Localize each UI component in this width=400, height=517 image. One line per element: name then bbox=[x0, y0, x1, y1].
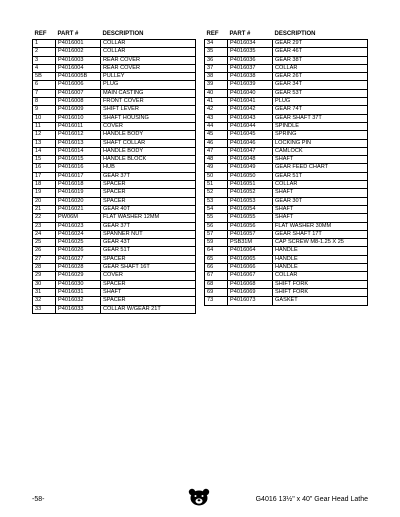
description-cell: GEAR 34T bbox=[273, 81, 368, 89]
description-cell: SHAFT COLLAR bbox=[101, 139, 196, 147]
part-number-cell: P4016029 bbox=[56, 272, 101, 280]
table-row bbox=[33, 81, 196, 89]
ref-cell: 69 bbox=[205, 288, 228, 296]
description-cell: HANDLE BODY bbox=[101, 147, 196, 155]
description-cell: SPANNER NUT bbox=[101, 230, 196, 238]
ref-cell: 17 bbox=[33, 172, 56, 180]
ref-cell: 64 bbox=[205, 247, 228, 255]
ref-cell: 8 bbox=[33, 98, 56, 106]
ref-cell: 28 bbox=[33, 264, 56, 272]
description-cell: COLLAR W/GEAR 21T bbox=[101, 305, 196, 313]
ref-cell: 3 bbox=[33, 56, 56, 64]
ref-cell: 12 bbox=[33, 131, 56, 139]
table-row bbox=[205, 181, 368, 189]
description-cell: HANDLE BLOCK bbox=[101, 156, 196, 164]
description-cell: GEAR 38T bbox=[273, 56, 368, 64]
table-row bbox=[33, 297, 196, 305]
ref-cell: 50 bbox=[205, 172, 228, 180]
ref-cell: 29 bbox=[33, 272, 56, 280]
part-column-header: PART # bbox=[229, 31, 251, 38]
ref-cell: 11 bbox=[33, 122, 56, 130]
table-row bbox=[33, 40, 196, 48]
table-row bbox=[205, 197, 368, 205]
table-row bbox=[205, 40, 368, 48]
ref-cell: 53 bbox=[205, 197, 228, 205]
ref-cell: 34 bbox=[205, 40, 228, 48]
part-number-cell: P4016024 bbox=[56, 230, 101, 238]
ref-cell: 27 bbox=[33, 255, 56, 263]
ref-cell: 14 bbox=[33, 147, 56, 155]
table-row bbox=[205, 48, 368, 56]
description-cell: HANDLE bbox=[273, 255, 368, 263]
description-cell: COLLAR bbox=[101, 48, 196, 56]
part-number-cell: P4016047 bbox=[228, 147, 273, 155]
ref-cell: 24 bbox=[33, 230, 56, 238]
part-number-cell: P4016025 bbox=[56, 239, 101, 247]
table-row bbox=[33, 181, 196, 189]
description-cell: HANDLE bbox=[273, 264, 368, 272]
part-number-cell: P4016051 bbox=[228, 181, 273, 189]
description-cell: CAMLOCK bbox=[273, 147, 368, 155]
ref-cell: 10 bbox=[33, 114, 56, 122]
description-column-header: DESCRIPTION bbox=[274, 31, 316, 38]
description-cell: SHAFT bbox=[273, 214, 368, 222]
table-row bbox=[33, 230, 196, 238]
part-number-cell: P4016005B bbox=[56, 73, 101, 81]
table-row bbox=[205, 139, 368, 147]
description-cell: GEAR 30T bbox=[273, 197, 368, 205]
description-cell: SHAFT bbox=[273, 156, 368, 164]
table-row bbox=[205, 230, 368, 238]
description-cell: COLLAR bbox=[101, 40, 196, 48]
ref-cell: 15 bbox=[33, 156, 56, 164]
ref-cell: 37 bbox=[205, 64, 228, 72]
part-number-cell: P4016067 bbox=[228, 272, 273, 280]
table-row bbox=[33, 131, 196, 139]
part-number-cell: P4016016 bbox=[56, 164, 101, 172]
page-number: -58- bbox=[32, 496, 45, 503]
table-row bbox=[205, 189, 368, 197]
ref-cell: 20 bbox=[33, 197, 56, 205]
table-row bbox=[33, 214, 196, 222]
ref-cell: 13 bbox=[33, 139, 56, 147]
table-row bbox=[33, 272, 196, 280]
ref-cell: 6 bbox=[33, 81, 56, 89]
ref-cell: 51 bbox=[205, 181, 228, 189]
part-number-cell: P4016004 bbox=[56, 64, 101, 72]
part-number-cell: P4016021 bbox=[56, 205, 101, 213]
description-cell: HUB bbox=[101, 164, 196, 172]
part-number-cell: P4016035 bbox=[228, 48, 273, 56]
table-row bbox=[205, 280, 368, 288]
table-row bbox=[33, 73, 196, 81]
description-cell: SHAFT HOUSING bbox=[101, 114, 196, 122]
description-cell: GEAR 74T bbox=[273, 106, 368, 114]
part-number-cell: P4016001 bbox=[56, 40, 101, 48]
table-row bbox=[33, 239, 196, 247]
description-cell: PLUG bbox=[101, 81, 196, 89]
ref-cell: 23 bbox=[33, 222, 56, 230]
part-number-cell: P4016068 bbox=[228, 280, 273, 288]
table-row bbox=[205, 214, 368, 222]
table-row bbox=[205, 205, 368, 213]
ref-cell: 44 bbox=[205, 122, 228, 130]
table-row bbox=[205, 164, 368, 172]
description-cell: SHIFT LEVER bbox=[101, 106, 196, 114]
description-cell: SHAFT bbox=[101, 288, 196, 296]
table-row bbox=[33, 64, 196, 72]
description-cell: SHAFT bbox=[273, 205, 368, 213]
part-number-cell: P4016066 bbox=[228, 264, 273, 272]
table-row bbox=[205, 239, 368, 247]
table-row bbox=[33, 288, 196, 296]
part-number-cell: P4016056 bbox=[228, 222, 273, 230]
table-row bbox=[33, 98, 196, 106]
description-cell: GEAR SHAFT 16T bbox=[101, 264, 196, 272]
table-row bbox=[205, 156, 368, 164]
part-number-cell: P4016046 bbox=[228, 139, 273, 147]
table-row bbox=[33, 122, 196, 130]
description-column-header: DESCRIPTION bbox=[102, 31, 144, 38]
table-row bbox=[205, 98, 368, 106]
description-cell: SPRING bbox=[273, 131, 368, 139]
part-number-cell: P4016034 bbox=[228, 40, 273, 48]
description-cell: SHIFT FORK bbox=[273, 288, 368, 296]
ref-cell: 2 bbox=[33, 48, 56, 56]
part-number-cell: P4016009 bbox=[56, 106, 101, 114]
table-row bbox=[205, 297, 368, 305]
part-number-cell: P4016011 bbox=[56, 122, 101, 130]
table-row bbox=[205, 73, 368, 81]
part-number-cell: P4016026 bbox=[56, 247, 101, 255]
part-number-cell: P4016055 bbox=[228, 214, 273, 222]
table-row bbox=[205, 288, 368, 296]
part-number-cell: P4016038 bbox=[228, 73, 273, 81]
part-number-cell: P4016014 bbox=[56, 147, 101, 155]
manual-title: G4016 13½" x 40" Gear Head Lathe bbox=[255, 496, 368, 503]
part-number-cell: P4016064 bbox=[228, 247, 273, 255]
part-number-cell: P4016019 bbox=[56, 189, 101, 197]
ref-cell: 19 bbox=[33, 189, 56, 197]
table-row bbox=[205, 272, 368, 280]
ref-cell: 68 bbox=[205, 280, 228, 288]
table-row bbox=[33, 106, 196, 114]
part-number-cell: P4016006 bbox=[56, 81, 101, 89]
ref-cell: 22 bbox=[33, 214, 56, 222]
table-row bbox=[33, 264, 196, 272]
ref-cell: 65 bbox=[205, 255, 228, 263]
part-number-cell: P4016031 bbox=[56, 288, 101, 296]
part-number-cell: P4016039 bbox=[228, 81, 273, 89]
description-cell: PULLEY bbox=[101, 73, 196, 81]
description-cell: SPACER bbox=[101, 280, 196, 288]
description-cell: COVER bbox=[101, 122, 196, 130]
description-cell: GASKET bbox=[273, 297, 368, 305]
table-row bbox=[33, 56, 196, 64]
description-cell: SPACER bbox=[101, 297, 196, 305]
table-row bbox=[205, 172, 368, 180]
table-row bbox=[205, 255, 368, 263]
description-cell: SPACER bbox=[101, 189, 196, 197]
description-cell: COLLAR bbox=[273, 64, 368, 72]
parts-table-right bbox=[204, 31, 368, 306]
description-cell: SPACER bbox=[101, 197, 196, 205]
part-number-cell: PSB31M bbox=[228, 239, 273, 247]
part-number-cell: P4016033 bbox=[56, 305, 101, 313]
ref-cell: 43 bbox=[205, 114, 228, 122]
ref-cell: 56 bbox=[205, 222, 228, 230]
table-row bbox=[33, 255, 196, 263]
description-cell: GEAR 26T bbox=[273, 73, 368, 81]
ref-cell: 49 bbox=[205, 164, 228, 172]
table-row bbox=[33, 89, 196, 97]
part-number-cell: P4016036 bbox=[228, 56, 273, 64]
table-row bbox=[205, 264, 368, 272]
part-number-cell: P4016032 bbox=[56, 297, 101, 305]
description-cell: FRONT COVER bbox=[101, 98, 196, 106]
part-number-cell: P4016073 bbox=[228, 297, 273, 305]
description-cell: LOCKING PIN bbox=[273, 139, 368, 147]
ref-cell: 41 bbox=[205, 98, 228, 106]
part-number-cell: P4016030 bbox=[56, 280, 101, 288]
ref-cell: 66 bbox=[205, 264, 228, 272]
part-number-cell: P4016043 bbox=[228, 114, 273, 122]
description-cell: PLUG bbox=[273, 98, 368, 106]
ref-cell: 16 bbox=[33, 164, 56, 172]
table-row bbox=[33, 222, 196, 230]
ref-cell: 40 bbox=[205, 89, 228, 97]
ref-cell: 26 bbox=[33, 247, 56, 255]
ref-cell: 57 bbox=[205, 230, 228, 238]
table-row bbox=[33, 197, 196, 205]
part-number-cell: P4016028 bbox=[56, 264, 101, 272]
ref-cell: 47 bbox=[205, 147, 228, 155]
table-row bbox=[205, 131, 368, 139]
part-number-cell: P4016037 bbox=[228, 64, 273, 72]
table-row bbox=[205, 89, 368, 97]
description-cell: HANDLE BODY bbox=[101, 131, 196, 139]
description-cell: HANDLE bbox=[273, 247, 368, 255]
table-row bbox=[33, 48, 196, 56]
description-cell: GEAR SHAFT 37T bbox=[273, 114, 368, 122]
description-cell: GEAR 37T bbox=[101, 222, 196, 230]
description-cell: SHAFT bbox=[273, 189, 368, 197]
parts-table-left bbox=[32, 31, 196, 314]
part-number-cell: P4016048 bbox=[228, 156, 273, 164]
part-number-cell: P4016007 bbox=[56, 89, 101, 97]
description-cell: FLAT WASHER 12MM bbox=[101, 214, 196, 222]
table-row bbox=[33, 114, 196, 122]
ref-cell: 32 bbox=[33, 297, 56, 305]
table-row bbox=[33, 305, 196, 313]
table-row bbox=[205, 81, 368, 89]
table-row bbox=[205, 122, 368, 130]
ref-cell: 52 bbox=[205, 189, 228, 197]
ref-cell: 59 bbox=[205, 239, 228, 247]
description-cell: GEAR SHAFT 17T bbox=[273, 230, 368, 238]
part-number-cell: P4016049 bbox=[228, 164, 273, 172]
table-header-row bbox=[33, 31, 196, 40]
part-column-header: PART # bbox=[57, 31, 79, 38]
description-cell: SPACER bbox=[101, 255, 196, 263]
ref-cell: 33 bbox=[33, 305, 56, 313]
part-number-cell: P4016041 bbox=[228, 98, 273, 106]
description-cell: GEAR 53T bbox=[273, 89, 368, 97]
ref-cell: 38 bbox=[205, 73, 228, 81]
ref-cell: 39 bbox=[205, 81, 228, 89]
description-cell: GEAR 46T bbox=[273, 48, 368, 56]
table-header-row bbox=[205, 31, 368, 40]
part-number-cell: P4016050 bbox=[228, 172, 273, 180]
table-row bbox=[205, 56, 368, 64]
table-row bbox=[205, 64, 368, 72]
ref-cell: 45 bbox=[205, 131, 228, 139]
part-number-cell: P4016002 bbox=[56, 48, 101, 56]
part-number-cell: P4016044 bbox=[228, 122, 273, 130]
ref-cell: 21 bbox=[33, 205, 56, 213]
table-row bbox=[205, 147, 368, 155]
description-cell: MAIN CASTING bbox=[101, 89, 196, 97]
description-cell: GEAR FEED CHART bbox=[273, 164, 368, 172]
ref-cell: 36 bbox=[205, 56, 228, 64]
table-row bbox=[33, 156, 196, 164]
table-row bbox=[33, 205, 196, 213]
part-number-cell: P4016053 bbox=[228, 197, 273, 205]
ref-cell: 1 bbox=[33, 40, 56, 48]
description-cell: COVER bbox=[101, 272, 196, 280]
part-number-cell: P4016069 bbox=[228, 288, 273, 296]
description-cell: SPACER bbox=[101, 181, 196, 189]
part-number-cell: P4016012 bbox=[56, 131, 101, 139]
part-number-cell: P4016023 bbox=[56, 222, 101, 230]
description-cell: FLAT WASHER 30MM bbox=[273, 222, 368, 230]
ref-column-header: REF bbox=[206, 31, 219, 38]
table-row bbox=[205, 106, 368, 114]
part-number-cell: P4016040 bbox=[228, 89, 273, 97]
ref-cell: 25 bbox=[33, 239, 56, 247]
ref-cell: 31 bbox=[33, 288, 56, 296]
part-number-cell: P4016020 bbox=[56, 197, 101, 205]
ref-cell: 46 bbox=[205, 139, 228, 147]
ref-cell: 7 bbox=[33, 89, 56, 97]
description-cell: GEAR 29T bbox=[273, 40, 368, 48]
part-number-cell: P4016010 bbox=[56, 114, 101, 122]
part-number-cell: P4016015 bbox=[56, 156, 101, 164]
description-cell: REAR COVER bbox=[101, 56, 196, 64]
part-number-cell: P4016057 bbox=[228, 230, 273, 238]
description-cell: CAP SCREW M8-1.25 X 25 bbox=[273, 239, 368, 247]
part-number-cell: P4016065 bbox=[228, 255, 273, 263]
ref-cell: 55 bbox=[205, 214, 228, 222]
description-cell: COLLAR bbox=[273, 272, 368, 280]
ref-cell: 30 bbox=[33, 280, 56, 288]
table-row bbox=[33, 247, 196, 255]
ref-cell: 5B bbox=[33, 73, 56, 81]
table-row bbox=[33, 147, 196, 155]
description-cell: GEAR 51T bbox=[101, 247, 196, 255]
table-row bbox=[205, 114, 368, 122]
part-number-cell: P4016003 bbox=[56, 56, 101, 64]
description-cell: GEAR 37T bbox=[101, 172, 196, 180]
part-number-cell: PW06M bbox=[56, 214, 101, 222]
table-row bbox=[205, 247, 368, 255]
ref-cell: 54 bbox=[205, 205, 228, 213]
ref-cell: 18 bbox=[33, 181, 56, 189]
part-number-cell: P4016018 bbox=[56, 181, 101, 189]
table-row bbox=[33, 189, 196, 197]
ref-cell: 9 bbox=[33, 106, 56, 114]
part-number-cell: P4016052 bbox=[228, 189, 273, 197]
part-number-cell: P4016013 bbox=[56, 139, 101, 147]
description-cell: SHIFT FORK bbox=[273, 280, 368, 288]
ref-cell: 4 bbox=[33, 64, 56, 72]
table-row bbox=[33, 139, 196, 147]
bear-head-icon bbox=[188, 488, 210, 506]
description-cell: GEAR 51T bbox=[273, 172, 368, 180]
description-cell: GEAR 43T bbox=[101, 239, 196, 247]
description-cell: COLLAR bbox=[273, 181, 368, 189]
ref-column-header: REF bbox=[34, 31, 47, 38]
part-number-cell: P4016042 bbox=[228, 106, 273, 114]
ref-cell: 48 bbox=[205, 156, 228, 164]
part-number-cell: P4016027 bbox=[56, 255, 101, 263]
table-row bbox=[33, 172, 196, 180]
description-cell: REAR COVER bbox=[101, 64, 196, 72]
description-cell: GEAR 40T bbox=[101, 205, 196, 213]
part-number-cell: P4016008 bbox=[56, 98, 101, 106]
part-number-cell: P4016017 bbox=[56, 172, 101, 180]
ref-cell: 35 bbox=[205, 48, 228, 56]
ref-cell: 73 bbox=[205, 297, 228, 305]
part-number-cell: P4016054 bbox=[228, 205, 273, 213]
ref-cell: 42 bbox=[205, 106, 228, 114]
table-row bbox=[33, 280, 196, 288]
table-row bbox=[33, 164, 196, 172]
ref-cell: 67 bbox=[205, 272, 228, 280]
description-cell: SPINDLE bbox=[273, 122, 368, 130]
part-number-cell: P4016045 bbox=[228, 131, 273, 139]
table-row bbox=[205, 222, 368, 230]
